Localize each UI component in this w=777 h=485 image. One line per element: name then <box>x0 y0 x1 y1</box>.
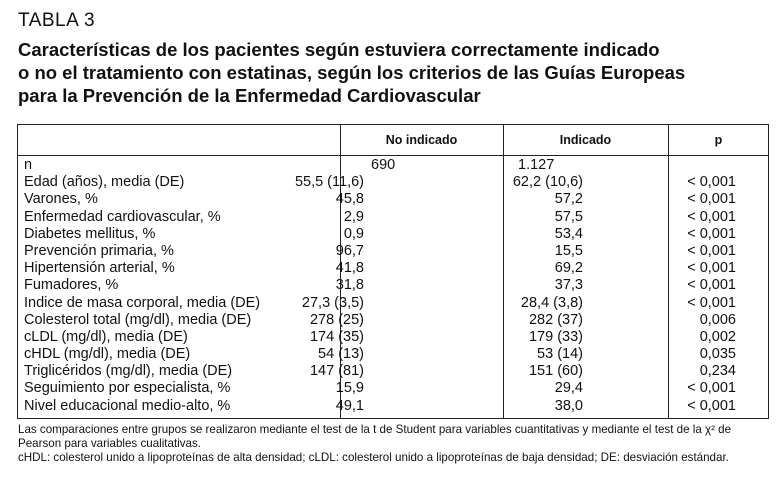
value-indicado: 57,2 <box>554 191 583 208</box>
header-divider <box>18 155 768 156</box>
table-row <box>18 243 768 260</box>
footnotes <box>18 423 773 466</box>
row-label: Indice de masa corporal, media (DE) <box>24 294 261 311</box>
value-p: < 0,001 <box>687 260 736 277</box>
value-indicado: 57,5 <box>554 208 583 225</box>
value-indicado: 15,5 <box>554 242 583 259</box>
table-row <box>18 157 768 174</box>
value-no-indicado: 690 <box>371 157 396 173</box>
row-label: Nivel educacional medio-alto, % <box>24 397 231 414</box>
value-no-indicado: 41,8 <box>335 260 364 277</box>
value-p: 0,006 <box>699 311 736 328</box>
data-table <box>17 124 769 419</box>
value-indicado: 53,4 <box>554 225 583 242</box>
value-no-indicado: 27,3 (3,5) <box>301 294 364 311</box>
value-no-indicado: 49,1 <box>335 397 364 414</box>
value-no-indicado: 31,8 <box>335 277 364 294</box>
row-label: Varones, % <box>24 191 98 208</box>
value-indicado: 69,2 <box>554 260 583 277</box>
value-p: 0,035 <box>699 346 736 363</box>
value-p: < 0,001 <box>687 242 736 259</box>
value-indicado: 53 (14) <box>537 346 583 363</box>
row-label: Hipertensión arterial, % <box>24 260 175 277</box>
value-p: 0,234 <box>699 363 736 380</box>
value-indicado: 29,4 <box>554 380 583 397</box>
value-indicado: 37,3 <box>554 277 583 294</box>
value-indicado: 38,0 <box>554 397 583 414</box>
value-p: < 0,001 <box>687 397 736 414</box>
value-indicado: 28,4 (3,8) <box>520 294 583 311</box>
row-label: Diabetes mellitus, % <box>24 225 156 242</box>
value-no-indicado: 278 (25) <box>309 311 364 328</box>
value-indicado: 62,2 (10,6) <box>512 174 583 191</box>
footnote-methods: Las comparaciones entre grupos se realizaron mediante el test de la t de Student para variables cuantitativas y mediante el test de la χ² de Pearson para variables cualitativas. <box>18 423 732 451</box>
table-row <box>18 191 768 208</box>
table-row <box>18 363 768 380</box>
header-p: p <box>714 133 723 147</box>
table-title <box>18 38 768 107</box>
row-label: n <box>24 157 33 173</box>
row-label: Colesterol total (mg/dl), media (DE) <box>24 311 252 328</box>
value-no-indicado: 96,7 <box>335 242 364 259</box>
value-p: 0,002 <box>699 328 736 345</box>
value-no-indicado: 2,9 <box>343 208 364 225</box>
row-label: Seguimiento por especialista, % <box>24 380 231 397</box>
table-row <box>18 295 768 312</box>
row-label: cHDL (mg/dl), media (DE) <box>24 346 191 363</box>
table-row <box>18 312 768 329</box>
row-label: Enfermedad cardiovascular, % <box>24 208 221 225</box>
value-no-indicado: 54 (13) <box>318 346 364 363</box>
value-indicado: 179 (33) <box>528 328 583 345</box>
table-row <box>18 174 768 191</box>
row-label: Edad (años), media (DE) <box>24 174 185 191</box>
table-body <box>18 157 768 415</box>
table-row <box>18 277 768 294</box>
value-p: < 0,001 <box>687 225 736 242</box>
title-line: para la Prevención de la Enfermedad Cardiovascular <box>18 85 481 106</box>
title-line: o no el tratamiento con estatinas, según los criterios de las Guías Europeas <box>18 62 686 83</box>
row-label: Fumadores, % <box>24 277 119 294</box>
value-no-indicado: 15,9 <box>335 380 364 397</box>
table-row <box>18 380 768 397</box>
value-no-indicado: 0,9 <box>343 225 364 242</box>
row-label: cLDL (mg/dl), media (DE) <box>24 328 188 345</box>
value-p: < 0,001 <box>687 208 736 225</box>
value-p: < 0,001 <box>687 174 736 191</box>
value-indicado: 1.127 <box>518 157 555 173</box>
table-row <box>18 398 768 415</box>
table-row <box>18 329 768 346</box>
value-p: < 0,001 <box>687 277 736 294</box>
value-no-indicado: 174 (35) <box>309 328 364 345</box>
value-indicado: 151 (60) <box>528 363 583 380</box>
footnote-abbreviations: cHDL: colesterol unido a lipoproteínas de alta densidad; cLDL: colesterol unido a lipoproteínas de baja densidad; DE: desviación estándar. <box>18 451 729 465</box>
header-indicado: Indicado <box>559 133 612 147</box>
row-label: Triglicéridos (mg/dl), media (DE) <box>24 363 233 380</box>
value-no-indicado: 147 (81) <box>309 363 364 380</box>
table-row <box>18 209 768 226</box>
row-label: Prevención primaria, % <box>24 242 174 259</box>
table-row <box>18 346 768 363</box>
value-no-indicado: 55,5 (11,6) <box>294 174 364 191</box>
value-p: < 0,001 <box>687 191 736 208</box>
value-p: < 0,001 <box>687 294 736 311</box>
header-no-indicado: No indicado <box>385 133 458 147</box>
table-row <box>18 260 768 277</box>
value-p: < 0,001 <box>687 380 736 397</box>
value-no-indicado: 45,8 <box>335 191 364 208</box>
table-row <box>18 226 768 243</box>
table-label: TABLA 3 <box>18 10 96 31</box>
title-line: Características de los pacientes según estuviera correctamente indicado <box>18 39 660 60</box>
value-indicado: 282 (37) <box>528 311 583 328</box>
